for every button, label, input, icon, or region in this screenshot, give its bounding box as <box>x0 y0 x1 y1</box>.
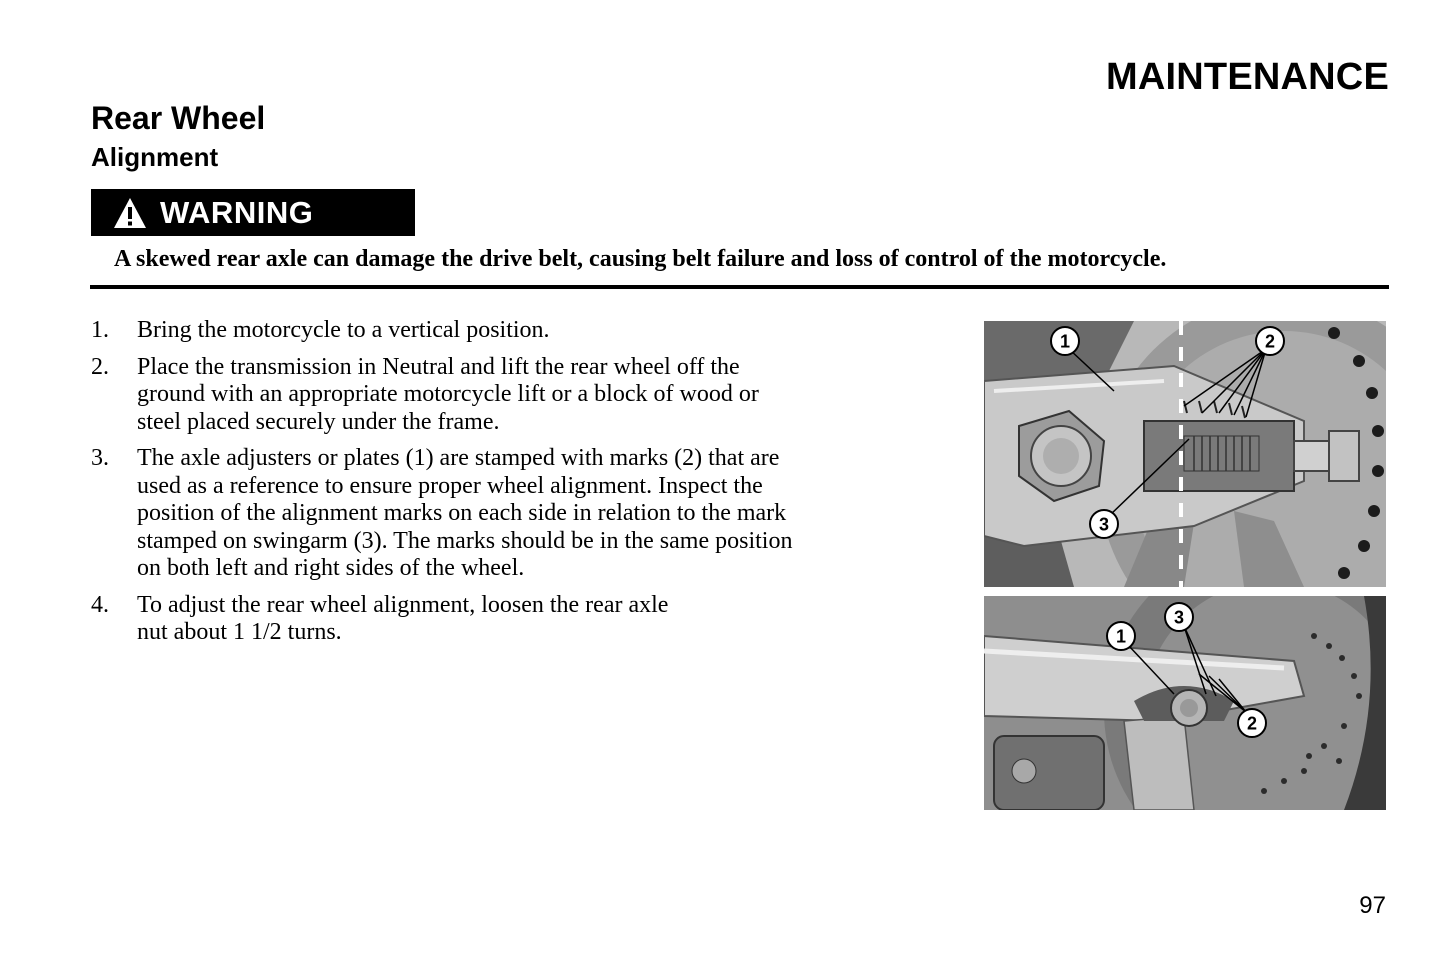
axle-adjuster-photo-bottom <box>984 596 1386 810</box>
step-item <box>91 445 921 583</box>
step-text: Bring the motorcycle to a vertical position. <box>137 317 550 343</box>
section-title: MAINTENANCE <box>1106 56 1389 98</box>
warning-label: WARNING <box>160 194 314 230</box>
callout-3 <box>1165 603 1193 631</box>
section-subtitle: Alignment <box>91 142 219 172</box>
page-title: Rear Wheel <box>91 100 266 136</box>
step-item <box>91 317 921 345</box>
step-text: Place the transmission in Neutral and lift the rear wheel off the ground with an appropriate motorcycle lift or a block of wood or steel placed securely under the frame. <box>137 353 759 435</box>
step-text: The axle adjusters or plates (1) are stamped with marks (2) that are used as a reference to ensure proper wheel alignment. Inspect the position of the alignment marks on each side in relation to the mark stamped on swingarm (3). The marks should be in the same position on both left and right sides of the wheel. <box>137 445 793 581</box>
svg-text:3: 3 <box>1098 514 1110 535</box>
warning-triangle-icon <box>113 197 147 229</box>
warning-message: A skewed rear axle can damage the drive belt, causing belt failure and loss of control of the motorcycle. <box>114 246 1167 272</box>
svg-text:1: 1 <box>1059 331 1071 352</box>
callout-2 <box>1256 327 1284 355</box>
axle-adjuster-illustration <box>984 321 1386 587</box>
svg-text:2: 2 <box>1264 331 1276 352</box>
axle-adjuster-photo-top <box>984 321 1386 587</box>
step-text: To adjust the rear wheel alignment, loosen the rear axle nut about 1 1/2 turns. <box>137 591 669 645</box>
svg-text:3: 3 <box>1173 607 1185 628</box>
swingarm-illustration <box>984 596 1386 810</box>
warning-banner <box>91 189 415 236</box>
svg-text:1: 1 <box>1115 626 1127 647</box>
procedure-steps <box>91 317 921 656</box>
section-divider <box>90 285 1389 289</box>
step-number: 2. <box>91 353 109 380</box>
step-item <box>91 354 921 437</box>
page-number: 97 <box>1359 892 1386 919</box>
callout-2 <box>1238 709 1266 737</box>
callout-3 <box>1090 510 1118 538</box>
callout-1 <box>1051 327 1079 355</box>
step-item <box>91 592 921 647</box>
step-number: 4. <box>91 591 109 618</box>
svg-text:2: 2 <box>1246 713 1258 734</box>
step-number: 3. <box>91 445 109 471</box>
step-number: 1. <box>91 317 109 343</box>
callout-1 <box>1107 622 1135 650</box>
